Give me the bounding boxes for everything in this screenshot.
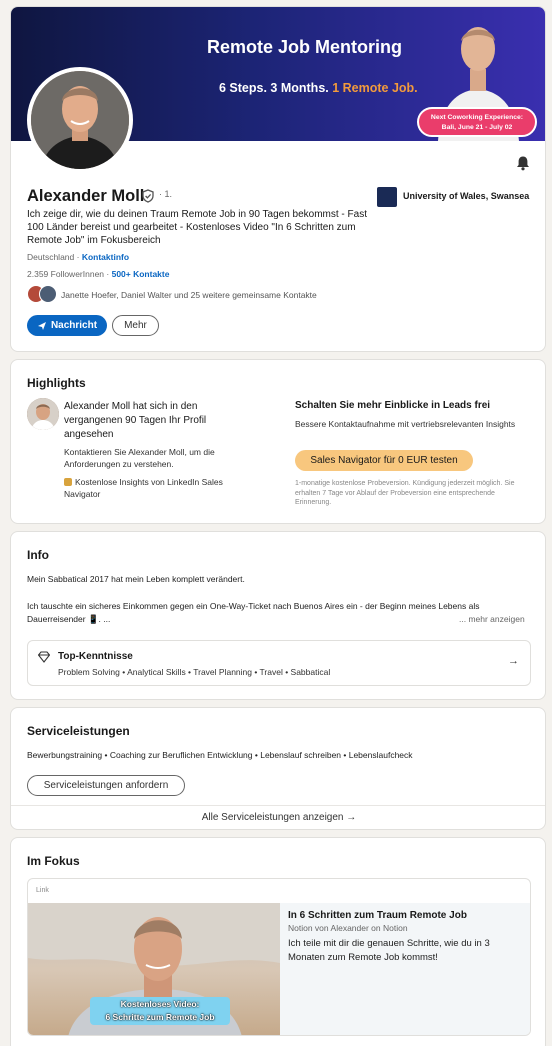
banner-title: Remote Job Mentoring [207,37,403,57]
connections-link[interactable]: 500+ Kontakte [111,269,170,279]
diamond-icon [38,651,50,663]
featured-item-title: In 6 Schritten zum Traum Remote Job [288,910,467,921]
featured-title: Im Fokus [27,854,80,868]
profile-location: Deutschland · Kontaktinfo [27,252,130,262]
follower-stats: 2.359 FollowerInnen · 500+ Kontakte [27,269,170,279]
profile-headline: Ich zeige dir, wie du deinen Traum Remote Job in 90 Tagen bekommst - Fast 100 Länder bereist und gearbeitet - Kostenloses Video "In 6 Schritten zum Remote Job" im Fokusbereich [27,209,367,246]
highlights-title: Highlights [27,376,86,390]
about-text-1: Mein Sabbatical 2017 hat mein Leben komplett verändert. [27,574,245,584]
profile-top-card [10,6,546,352]
connection-degree: · 1. [159,189,173,199]
profile-name: Alexander Moll [27,187,145,205]
about-title: Info [27,548,49,562]
sales-nav-sub: Bessere Kontaktaufnahme mit vertriebsrelevanten Insights [295,419,516,429]
featured-card [10,837,546,1046]
featured-type-label: Link [36,887,49,894]
avatar[interactable] [27,398,59,430]
featured-item[interactable] [27,878,531,1036]
highlights-card [10,359,546,524]
services-title: Serviceleistungen [27,724,130,738]
mutual-connections[interactable] [27,285,447,305]
top-skills[interactable] [27,640,531,686]
show-more-link[interactable]: ... mehr anzeigen [459,614,525,624]
message-button[interactable]: Nachricht [27,315,107,336]
bell-icon[interactable] [515,155,531,171]
featured-thumbnail[interactable] [28,903,280,1036]
contact-info-link[interactable]: Kontaktinfo [81,252,130,262]
video-caption: Kostenloses Video: 6 Schritte zum Remote Job [90,997,230,1025]
request-services-button[interactable]: Serviceleistungen anfordern [27,775,185,796]
profile-viewed-sub: Kontaktieren Sie Alexander Moll, um die Anforderungen zu verstehen. [64,447,215,469]
more-button[interactable]: Mehr [112,315,159,336]
send-icon [37,321,47,331]
profile-viewed-title[interactable]: Alexander Moll hat sich in den vergangenen 90 Tagen Ihr Profil angesehen [64,401,207,440]
insight-link[interactable]: Kostenlose Insights von LinkedIn Sales Navigator [64,477,223,499]
featured-item-desc: Ich teile mit dir die genauen Schritte, wie du in 3 Monaten zum Remote Job kommst! [288,938,490,963]
school-name[interactable]: University of Wales, Swansea [403,191,530,201]
services-list: Bewerbungstraining • Coaching zur Beruflichen Entwicklung • Lebenslauf schreiben • Lebenslaufcheck [27,750,413,760]
top-skills-list: Problem Solving • Analytical Skills • Travel Planning • Travel • Sabbatical [58,667,331,677]
divider [11,805,546,806]
featured-text[interactable] [280,903,531,1036]
featured-item-sub: Notion von Alexander on Notion [288,923,408,933]
mutual-avatar [39,285,57,303]
insight-icon [64,478,72,486]
sales-navigator-trial-button[interactable]: Sales Navigator für 0 EUR testen [295,450,473,471]
services-card [10,707,546,830]
coworking-badge: Next Coworking Experience: Bali, June 21 - July 02 [417,107,537,137]
sales-nav-title: Schalten Sie mehr Einblicke in Leads frei [295,400,491,411]
school-logo[interactable] [377,187,397,207]
verified-shield-icon[interactable] [141,189,155,203]
about-card [10,531,546,700]
about-text-2: Ich tauschte ein sicheres Einkommen gegen ein One-Way-Ticket nach Buenos Aires ein - der Beginn meines Lebens als Dauerreisender 📱. ... [27,601,480,624]
profile-avatar[interactable] [27,67,133,173]
mutual-connections-text: Janette Hoefer, Daniel Walter und 25 weitere gemeinsame Kontakte [61,290,317,300]
arrow-right-icon[interactable]: → [508,655,519,667]
show-all-services-link[interactable]: Alle Serviceleistungen anzeigen → [201,812,357,823]
sales-nav-note: 1-monatige kostenlose Probeversion. Kündigung jederzeit möglich. Sie erhalten 7 Tage vor Ablauf der Probeversion eine entsprechende Erinnerung. [295,480,515,506]
top-skills-title: Top-Kenntnisse [58,651,133,662]
banner-subtitle: 6 Steps. 3 Months. 1 Remote Job. [219,81,418,95]
